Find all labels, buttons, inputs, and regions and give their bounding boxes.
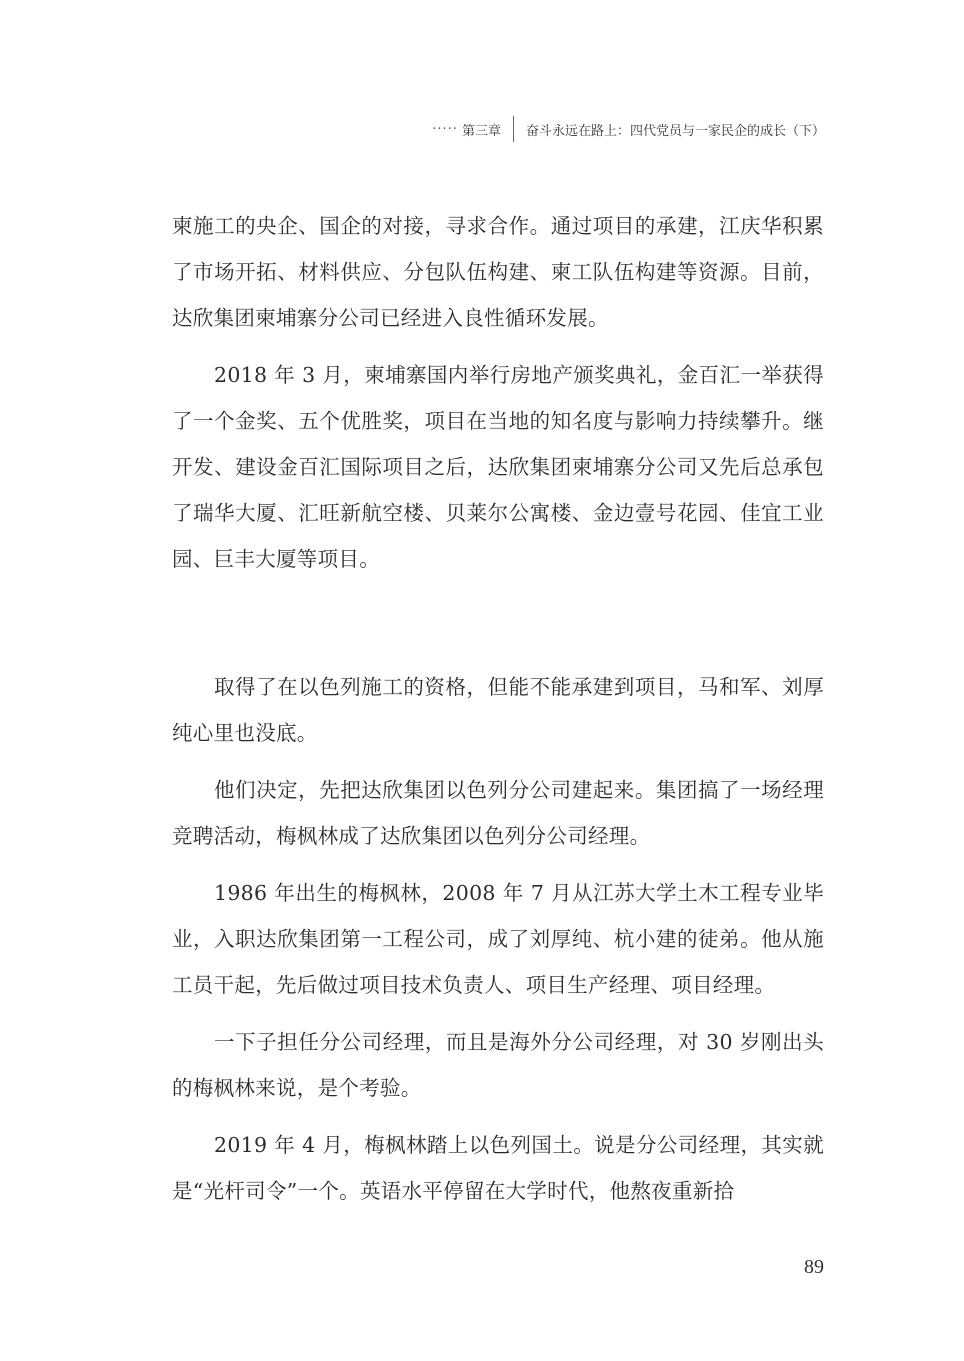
chapter-label: 第三章 [461, 123, 501, 139]
paragraph-6: 一下子担任分公司经理，而且是海外分公司经理，对 30 岁刚出头的梅枫林来说，是个考验。 [172, 1030, 824, 1100]
header-dots: ····· [432, 121, 458, 137]
running-head [432, 116, 825, 142]
chapter-title: 奋斗永远在路上：四代党员与一家民企的成长（下） [525, 123, 825, 139]
paragraph-1: 柬施工的央企、国企的对接，寻求合作。通过项目的承建，江庆华积累了市场开拓、材料供应、分包队伍构建、柬工队伍构建等资源。目前，达欣集团柬埔寨分公司已经进入良性循环发展。 [172, 214, 824, 330]
paragraph-5: 1986 年出生的梅枫林，2008 年 7 月从江苏大学土木工程专业毕业，入职达欣集团第一工程公司，成了刘厚纯、杭小建的徒弟。他从施工员干起，先后做过项目技术负责人、项目生产经理、项目经理。 [172, 881, 824, 997]
page-number: 89 [804, 1256, 824, 1278]
paragraph-3: 取得了在以色列施工的资格，但能不能承建到项目，马和军、刘厚纯心里也没底。 [172, 675, 824, 745]
paragraph-4: 他们决定，先把达欣集团以色列分公司建起来。集团搞了一场经理竞聘活动，梅枫林成了达欣集团以色列分公司经理。 [172, 778, 824, 848]
body-text [172, 203, 824, 1214]
paragraph-7: 2019 年 4 月，梅枫林踏上以色列国土。说是分公司经理，其实就是“光杆司令”一个。英语水平停留在大学时代，他熬夜重新拾 [172, 1133, 824, 1203]
header-divider [513, 116, 514, 142]
paragraph-2: 2018 年 3 月，柬埔寨国内举行房地产颁奖典礼，金百汇一举获得了一个金奖、五个优胜奖，项目在当地的知名度与影响力持续攀升。继开发、建设金百汇国际项目之后，达欣集团柬埔寨分公司又先后总承包了瑞华大厦、汇旺新航空楼、贝莱尔公寓楼、金边壹号花园、佳宜工业园、巨丰大厦等项目。 [172, 363, 824, 571]
